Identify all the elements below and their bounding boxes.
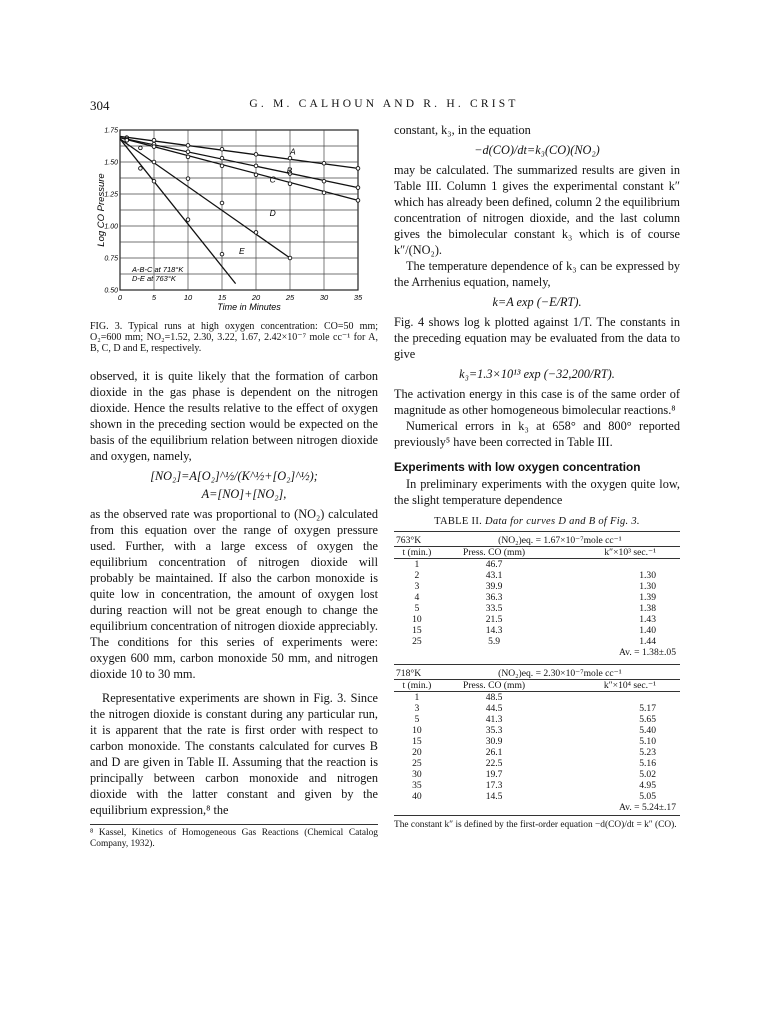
curve-label-e: E: [239, 246, 245, 257]
data-point-a: [254, 153, 258, 157]
cell-pressure: 33.5: [485, 603, 503, 614]
cell-time: 25: [412, 757, 422, 769]
table-block-718k: [394, 664, 680, 813]
table-row: [394, 780, 680, 791]
data-point-a: [220, 147, 224, 151]
data-point-a: [152, 138, 156, 142]
footnote-8: ⁸ Kassel, Kinetics of Homogeneous Gas Reactions (Chemical Catalog Company, 1932).: [90, 828, 378, 849]
data-point-d: [186, 177, 190, 181]
cell-k: 5.16: [639, 757, 656, 769]
cell-pressure: 19.7: [485, 768, 503, 780]
y-tick-label: 0.50: [104, 287, 118, 295]
page-number: 304: [90, 98, 110, 113]
cell-time: 40: [412, 790, 422, 802]
data-point-d: [254, 231, 258, 235]
equilibrium-concentration: (NO₂)eq. = 1.67×10⁻⁷mole cc⁻¹: [440, 532, 680, 547]
equation-rate: −d(CO)/dt=k₃(CO)(NO₂): [474, 143, 600, 157]
table-row: [394, 691, 680, 703]
series-line-e: [120, 139, 236, 284]
cell-pressure: 14.5: [485, 790, 503, 802]
cell-k: 5.05: [639, 790, 656, 802]
cell-time: 5: [414, 603, 420, 614]
right-paragraph-6: Numerical errors in k₃ at 658° and 800° reported previously⁵ have been corrected in Table III.: [394, 419, 680, 449]
cell-k: 1.44: [639, 636, 656, 647]
column-header-k: k″×10⁴ sec.⁻¹: [548, 679, 680, 691]
cell-pressure: 30.9: [485, 735, 503, 747]
cell-k: 5.02: [639, 768, 656, 780]
y-tick-label: 1.50: [104, 159, 118, 167]
data-point-d: [288, 256, 292, 260]
cell-pressure: 41.3: [485, 713, 503, 725]
figure-3-chart: [90, 122, 378, 312]
equation-k3: k₃=1.3×10¹³ exp (−32,200/RT).: [459, 367, 615, 381]
data-point-c: [322, 191, 326, 195]
cell-time: 35: [412, 779, 422, 791]
table-ii-title: [394, 516, 680, 527]
cell-k: 5.40: [639, 724, 656, 736]
data-point-a: [288, 156, 292, 160]
cell-k: [548, 559, 680, 571]
cell-k: 5.17: [639, 702, 656, 714]
table-note: The constant k″ is defined by the first-order equation −d(CO)/dt = k″ (CO).: [394, 819, 677, 830]
cell-time: 1: [414, 691, 420, 703]
cell-time: 5: [414, 713, 420, 725]
y-tick-label: 1.00: [104, 223, 118, 231]
data-point-c: [356, 199, 360, 203]
cell-time: 15: [412, 625, 422, 636]
x-tick-label: 30: [319, 293, 329, 302]
cell-k: [548, 691, 680, 703]
right-column: [394, 122, 680, 831]
table-row: [394, 725, 680, 736]
table-row: [394, 747, 680, 758]
data-point-d: [152, 160, 156, 164]
left-paragraph-2: as the observed rate was proportional to (NO₂) calculated from this equation over the range of oxygen pressure used. Further, with a large excess of oxygen the equilibrium concentration of nitrogen dioxide will probably be maintained. If also the carbon monoxide is quite low in concentration, the amount of oxygen lost during reaction will not be great enough to change the equilibrium concentration of nitrogen dioxide appreciably. The conditions for this series of experiments were: oxygen 600 mm, carbon monoxide 50 mm, and nitrogen dioxide 10 to 30 mm.: [90, 507, 378, 681]
cell-pressure: 44.5: [485, 702, 503, 714]
cell-time: 25: [412, 636, 422, 647]
column-header-pressure: Press. CO (mm): [440, 679, 549, 691]
table-row: [394, 703, 680, 714]
curve-label-c: C: [269, 174, 276, 185]
cell-time: 15: [412, 735, 422, 747]
cell-time: 20: [412, 746, 422, 758]
data-point-e: [125, 138, 129, 142]
y-axis-label: Log CO Pressure: [96, 173, 107, 247]
cell-k: 5.10: [639, 735, 656, 747]
table-ii-caption: Data for curves D and B of Fig. 3.: [485, 516, 640, 527]
right-paragraph-3: The temperature dependence of k₃ can be expressed by the Arrhenius equation, namely,: [394, 259, 680, 289]
cell-time: 3: [414, 702, 420, 714]
x-tick-label: 5: [151, 293, 157, 302]
data-point-c: [254, 173, 258, 177]
figure-3: [90, 122, 378, 354]
table-block-763k: [394, 532, 680, 665]
legend-entry: A-B-C at 718°K: [132, 265, 184, 274]
cell-k: 1.39: [639, 592, 656, 603]
table-row: [394, 581, 680, 592]
table-row: [394, 603, 680, 614]
table-row: [394, 736, 680, 747]
table-row: [394, 636, 680, 647]
data-point-a: [322, 161, 326, 165]
data-point-e: [139, 167, 143, 171]
cell-k: 5.65: [639, 713, 656, 725]
table-row: [394, 769, 680, 780]
running-head: G. M. CALHOUN AND R. H. CRIST: [249, 98, 519, 110]
table-row: [394, 614, 680, 625]
table-row: [394, 791, 680, 802]
right-paragraph-7: In preliminary experiments with the oxygen quite low, the slight temperature dependence: [394, 477, 680, 507]
cell-pressure: 14.3: [485, 625, 503, 636]
curve-label-d: D: [269, 207, 276, 218]
x-tick-label: 35: [353, 293, 363, 302]
x-tick-label: 10: [183, 293, 193, 302]
cell-pressure: 48.5: [485, 691, 503, 703]
y-tick-label: 1.25: [104, 191, 118, 199]
cell-pressure: 36.3: [485, 592, 503, 603]
data-point-c: [288, 182, 292, 186]
table-row: [394, 559, 680, 571]
data-point-a: [356, 167, 360, 171]
series-line-d: [120, 139, 290, 258]
cell-k: 1.43: [639, 614, 656, 625]
cell-k: 1.40: [639, 625, 656, 636]
cell-pressure: 21.5: [485, 614, 503, 625]
right-paragraph-5: The activation energy in this case is of the same order of magnitude as other homogeneous bimolecular reactions.⁸: [394, 387, 680, 417]
data-point-c: [220, 164, 224, 168]
table-row: [394, 625, 680, 636]
data-point-c: [152, 145, 156, 149]
data-point-b: [220, 156, 224, 160]
cell-time: 2: [414, 570, 420, 581]
column-header-k: k″×10³ sec.⁻¹: [548, 547, 680, 559]
data-point-e: [152, 179, 156, 183]
cell-time: 4: [414, 592, 420, 603]
column-header-time: t (min.): [394, 547, 440, 559]
table-ii: [394, 531, 680, 813]
page-header: [90, 98, 678, 114]
cell-time: 1: [414, 559, 420, 570]
cell-pressure: 17.3: [485, 779, 503, 791]
data-point-e: [220, 252, 224, 256]
cell-k: 5.23: [639, 746, 656, 758]
cell-k: 4.95: [639, 779, 656, 791]
cell-time: 3: [414, 581, 420, 592]
left-paragraph-1: observed, it is quite likely that the formation of carbon dioxide in the gas phase is dependent on the nitrogen dioxide. Hence the results relative to the effect of oxygen shown in the preceding section would be expected on the basis of the equilibrium relation between nitrogen dioxide and oxygen, namely,: [90, 369, 378, 463]
data-point-b: [322, 179, 326, 183]
cell-k: 1.38: [639, 603, 656, 614]
equilibrium-concentration: (NO₂)eq. = 2.30×10⁻⁷mole cc⁻¹: [440, 664, 680, 679]
data-point-e: [186, 218, 190, 222]
equation-a-sum: A=[NO]+[NO₂],: [201, 487, 287, 501]
data-point-d: [139, 146, 143, 150]
table-header-row: [394, 679, 680, 691]
table-row: [394, 714, 680, 725]
cell-pressure: 22.5: [485, 757, 503, 769]
data-point-b: [356, 186, 360, 190]
figure-caption: FIG. 3. Typical runs at high oxygen concentration: CO=50 mm; O₂=600 mm; NO₂=1.52, 2.30, 3.22, 1.67, 2.42×10⁻⁷ mole cc⁻¹ for A, B, C, D and E, respectively.: [90, 321, 378, 354]
table-average-row: [394, 802, 680, 813]
footnote-rule: [90, 824, 378, 825]
table-header-row: [394, 547, 680, 559]
curve-label-a: A: [290, 146, 296, 157]
equation-no2-equilibrium: [NO₂]=A[O₂]^½/(K^½+[O₂]^½);: [150, 469, 318, 483]
left-column: [90, 122, 378, 850]
x-tick-label: 15: [217, 293, 227, 302]
average-value: Av. = 5.24±.17: [618, 801, 676, 813]
cell-pressure: 26.1: [485, 746, 503, 758]
table-temp-row: [394, 664, 680, 679]
right-paragraph-2: may be calculated. The summarized results are given in Table III. Column 1 gives the experimental constant k″ which has already been defined, column 2 the equilibrium concentration of nitrogen dioxide, and the last column gives the bimolecular constant k₃ which is of course k″/(NO₂).: [394, 163, 680, 257]
table-average-row: [394, 647, 680, 658]
table-bottom-rule: [394, 815, 680, 816]
y-tick-label: 0.75: [104, 255, 118, 263]
temperature-label: 718°K: [394, 664, 440, 679]
table-row: [394, 592, 680, 603]
temperature-label: 763°K: [394, 532, 440, 547]
column-header-time: t (min.): [394, 679, 440, 691]
x-tick-label: 0: [117, 293, 123, 302]
average-value: Av. = 1.38±.05: [618, 647, 676, 658]
cell-time: 10: [412, 614, 422, 625]
cell-k: 1.30: [639, 570, 656, 581]
equation-arrhenius: k=A exp (−E/RT).: [492, 295, 582, 309]
cell-pressure: 5.9: [488, 636, 501, 647]
cell-k: 1.30: [639, 581, 656, 592]
cell-time: 10: [412, 724, 422, 736]
left-paragraph-3: Representative experiments are shown in Fig. 3. Since the nitrogen dioxide is constant during any particular run, it is apparent that the rate is first order with respect to carbon monoxide. The constants calculated for curves B and D are given in Table II. Assuming that the reaction is principally between carbon monoxide and nitrogen dioxide with the latter constant and given by the equilibrium expression,⁸ the: [90, 691, 378, 817]
table-row: [394, 570, 680, 581]
data-point-d: [220, 201, 224, 205]
cell-pressure: 35.3: [485, 724, 503, 736]
table-temp-row: [394, 532, 680, 547]
curve-label-b: B: [286, 165, 293, 176]
legend-entry: D-E at 763°K: [132, 274, 176, 283]
data-point-b: [186, 150, 190, 154]
x-tick-label: 25: [285, 293, 295, 302]
data-point-c: [186, 155, 190, 159]
data-point-b: [254, 164, 258, 168]
table-row: [394, 758, 680, 769]
cell-pressure: 39.9: [485, 581, 503, 592]
section-heading: Experiments with low oxygen concentration: [394, 460, 641, 474]
cell-pressure: 43.1: [485, 570, 503, 581]
cell-time: 30: [412, 768, 422, 780]
y-tick-label: 1.75: [104, 127, 118, 135]
table-ii-label: TABLE II.: [434, 516, 483, 527]
right-paragraph-4: Fig. 4 shows log k plotted against 1/T. The constants in the preceding equation may be evaluated from the data to give: [394, 315, 680, 361]
cell-pressure: 46.7: [485, 559, 503, 570]
data-point-a: [186, 144, 190, 148]
x-axis-label: Time in Minutes: [217, 302, 281, 312]
x-tick-label: 20: [251, 293, 261, 302]
right-paragraph-1: constant, k₃, in the equation: [394, 123, 531, 137]
column-header-pressure: Press. CO (mm): [440, 547, 549, 559]
